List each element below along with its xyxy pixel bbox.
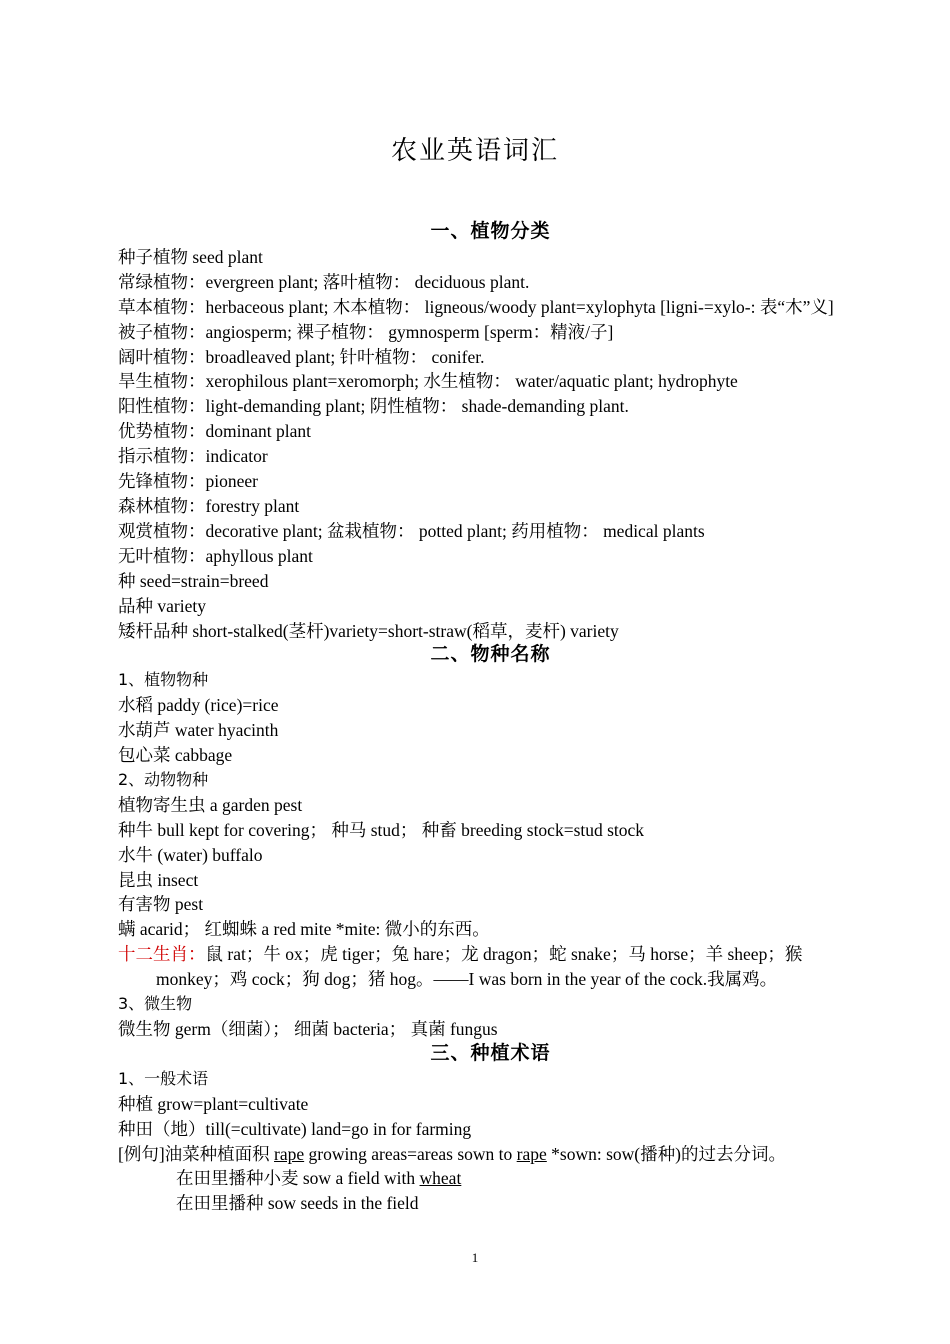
text-line: 指示植物：indicator	[118, 446, 268, 467]
text-line: 种牛 bull kept for covering； 种马 stud； 种畜 breeding stock=stud stock	[118, 819, 645, 840]
example-sentence: 在田里播种 sow seeds in the field	[176, 1193, 419, 1214]
subheading-general-terms: 1、一般术语	[118, 1068, 209, 1088]
text-line: 微生物 germ（细菌）； 细菌 bacteria； 真菌 fungus	[118, 1019, 498, 1039]
section-heading-planting-terms: 三、种植术语	[430, 1042, 551, 1064]
example-sentence	[118, 1166, 863, 1191]
text-line: 有害物 pest	[118, 894, 204, 915]
text-line: 种子植物 seed plant	[118, 246, 263, 267]
document-title: 农业英语词汇	[390, 136, 559, 165]
text-line: 矮杆品种 short-stalked(茎杆)variety=short-straw(稻草，麦杆) variety	[118, 620, 619, 641]
text-line: 水牛 (water) buffalo	[118, 844, 263, 865]
example-text: growing areas=areas sown to	[304, 1143, 517, 1164]
underlined-word: wheat	[419, 1168, 462, 1189]
underlined-word: rape	[516, 1143, 547, 1164]
text-line: 包心菜 cabbage	[118, 745, 233, 766]
text-line: 先锋植物：pioneer	[118, 471, 258, 492]
text-line: 观赏植物：decorative plant; 盆栽植物： potted plant; 药用植物： medical plants	[118, 520, 705, 541]
text-line: 种田（地）till(=cultivate) land=go in for farming	[118, 1118, 472, 1139]
text-line: 阔叶植物：broadleaved plant; 针叶植物： conifer.	[118, 346, 485, 367]
text-line: 优势植物：dominant plant	[118, 421, 311, 442]
zodiac-text: 鼠 rat；牛 ox；虎 tiger；兔 hare；龙 dragon；蛇 snake；马 horse；羊 sheep；猴 monkey；鸡 cock；狗 dog；猪 hog。——I was born in the year of the cock.我属鸡。	[156, 944, 803, 990]
text-line: 植物寄生虫 a garden pest	[118, 794, 303, 815]
text-line: 常绿植物：evergreen plant; 落叶植物： deciduous plant.	[118, 271, 530, 292]
example-text: 在田里播种小麦 sow a field with	[176, 1168, 420, 1189]
text-line: 阳性植物：light-demanding plant; 阴性植物： shade-demanding plant.	[118, 396, 629, 417]
text-line: 被子植物：angiosperm; 裸子植物： gymnosperm [sperm：精液/子]	[118, 321, 614, 342]
example-sentence	[118, 1142, 863, 1167]
underlined-word: rape	[274, 1143, 305, 1164]
text-line: 螨 acarid； 红蜘蛛 a red mite *mite: 微小的东西。	[118, 919, 490, 940]
text-line: 种植 grow=plant=cultivate	[118, 1093, 309, 1114]
text-line: 种 seed=strain=breed	[118, 570, 269, 591]
example-note: *sown: sow(播种)的过去分词。	[546, 1143, 786, 1164]
section-heading-plant-classification: 一、植物分类	[430, 221, 551, 242]
text-line: 水稻 paddy (rice)=rice	[118, 695, 279, 716]
document-body	[118, 220, 863, 1216]
zodiac-label: 十二生肖：	[118, 944, 206, 965]
subheading-microorganisms: 3、微生物	[118, 994, 193, 1014]
subheading-animal-species: 2、动物物种	[118, 769, 209, 789]
text-line: 水葫芦 water hyacinth	[118, 720, 279, 741]
text-line: 旱生植物：xerophilous plant=xeromorph; 水生植物： water/aquatic plant; hydrophyte	[118, 371, 738, 392]
zodiac-paragraph	[118, 942, 863, 992]
text-line: 昆虫 insect	[118, 869, 199, 890]
text-line: 草本植物：herbaceous plant; 木本植物： ligneous/woody plant=xylophyta [ligni-=xylo-: 表“木”义]	[118, 296, 834, 317]
text-line: 森林植物：forestry plant	[118, 495, 300, 516]
page-number: 1	[471, 1250, 479, 1265]
example-text: [例句]油菜种植面积	[118, 1143, 275, 1164]
section-heading-species-names: 二、物种名称	[430, 644, 551, 666]
text-line: 无叶植物：aphyllous plant	[118, 545, 313, 566]
subheading-plant-species: 1、植物物种	[118, 670, 209, 690]
text-line: 品种 variety	[118, 595, 206, 616]
